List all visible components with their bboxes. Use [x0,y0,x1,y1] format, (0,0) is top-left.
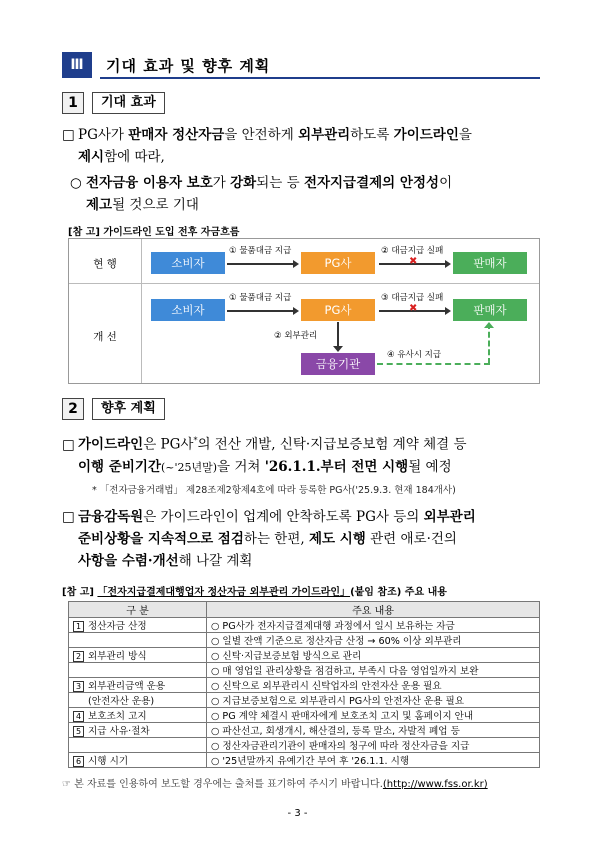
section-underline [100,77,540,79]
reference-label-2: [참 고] 「전자지급결제대행업자 정산자금 외부관리 가이드라인」(붙임 참조) 주요 내용 [62,587,447,598]
fss-link[interactable]: (http://www.fss.or.kr) [382,779,488,790]
arrow-down [337,322,339,348]
subsection-title: 기대 효과 [92,92,165,114]
column-divider [141,239,142,383]
subsection-number: 1 [62,92,84,114]
flow-label: ③ 대금지급 실패 [381,293,444,303]
category-cell: 외부관리 방식 [88,651,147,662]
paragraph-1: □ PG사가 판매자 정산자금을 안전하게 외부관리하도록 가이드라인을 제시함에 따라, [62,127,472,165]
dashed-connector [377,363,490,365]
financial-institution-box: 금융기관 [301,353,375,375]
arrow-right [227,310,297,312]
category-cell: 정산자금 산정 [88,621,147,632]
page-number: - 3 - [287,808,308,819]
category-cell: 시행 시기 [88,756,129,767]
table-row [69,633,540,648]
content-cell: ○ 매 영업일 관리상황을 점검하고, 부족시 다음 영업일까지 보완 [207,663,540,678]
category-cell: 지급 사유·절차 [88,726,150,737]
pg-box: PG사 [301,252,375,274]
table-row [69,753,540,768]
footnote-pg-registration: * 「전자금융거래법」 제28조제2항제4호에 따라 등록한 PG사('25.9.3. 현재 184개사) [92,485,456,496]
content-cell: ○ PG 계약 체결시 판매자에게 보호조치 고지 및 홈페이지 안내 [207,708,540,723]
content-cell: ○ 정산자금관리기관이 판매자의 청구에 따라 정산자금을 지급 [207,738,540,753]
content-cell: ○ 신탁·지급보증보험 방식으로 관리 [207,648,540,663]
dashed-connector [488,323,490,364]
flow-label: ② 대금지급 실패 [381,246,444,256]
table-header: 주요 내용 [207,602,540,618]
subsection-title: 향후 계획 [92,398,165,420]
category-cell: 보호조치 고지 [88,711,147,722]
item-number: 6 [73,756,84,767]
consumer-box: 소비자 [151,299,225,321]
category-cell: 외부관리금액 운용 [88,681,166,692]
table-row [69,618,540,633]
item-number: 1 [73,621,84,632]
flow-label: ① 물품대금 지급 [229,246,292,256]
flow-label: ① 물품대금 지급 [229,293,292,303]
table-row [69,723,540,738]
subsection-number: 2 [62,398,84,420]
paragraph-2: ○ 전자금융 이용자 보호가 강화되는 등 전자지급결제의 안정성이 제고될 것으로 기대 [70,175,453,213]
content-cell: ○ 신탁으로 외부관리시 신탁업자의 안전자산 운용 필요 [207,678,540,693]
seller-box: 판매자 [453,252,527,274]
consumer-box: 소비자 [151,252,225,274]
item-number: 5 [73,726,84,737]
reference-label-1: [참 고] 가이드라인 도입 전후 자금흐름 [68,227,240,238]
row-label-improved: 개 선 [93,331,117,343]
arrow-down-head [333,346,343,352]
fund-flow-diagram [68,238,540,384]
section-header [62,52,540,78]
fail-x-icon: ✖ [409,303,418,314]
table-row [69,663,540,678]
guideline-summary-table [68,601,540,768]
content-cell: ○ 파산선고, 회생개시, 해산결의, 등록 말소, 자발적 폐업 등 [207,723,540,738]
table-row [69,708,540,723]
row-label-current: 현 행 [93,258,117,270]
content-cell: ○ 일별 잔액 기준으로 정산자금 산정 → 60% 이상 외부관리 [207,633,540,648]
table-row [69,693,540,708]
row-divider [69,283,539,284]
item-number: 4 [73,711,84,722]
content-cell: ○ PG사가 전자지급결제대행 과정에서 일시 보유하는 자금 [207,618,540,633]
paragraph-3: □ 가이드라인은 PG사*의 전산 개발, 신탁·지급보증보험 계약 체결 등 이행 준비기간(~'25년말)을 거쳐 '26.1.1.부터 전면 시행될 예정 [62,436,467,475]
table-header: 구 분 [69,602,207,618]
table-row [69,678,540,693]
paragraph-4: □ 금융감독원은 가이드라인이 업계에 안착하도록 PG사 등의 외부관리 준비상황을 지속적으로 점검하는 한편, 제도 시행 관련 애로·건의 사항을 수렴·개선해 나갈 계획 [62,509,476,569]
arrow-right [227,263,297,265]
section-title: 기대 효과 및 향후 계획 [106,57,271,75]
pg-box: PG사 [301,299,375,321]
item-number: 2 [73,651,84,662]
arrow-up-head [484,322,494,328]
flow-label: ④ 유사시 지급 [387,350,442,360]
flow-label: ② 외부관리 [274,331,318,341]
fail-x-icon: ✖ [409,256,418,267]
section-number: Ⅲ [62,52,92,78]
citation-notice: ☞ 본 자료를 인용하여 보도할 경우에는 출처를 표기하여 주시기 바랍니다.(http://www.fss.or.kr) [62,779,488,790]
seller-box: 판매자 [453,299,527,321]
category-cell: (안전자산 운용) [88,696,155,707]
content-cell: ○ 지급보증보험으로 외부관리시 PG사의 안전자산 운용 필요 [207,693,540,708]
table-row [69,738,540,753]
table-row [69,648,540,663]
item-number: 3 [73,681,84,692]
content-cell: ○ '25년말까지 유예기간 부여 후 '26.1.1. 시행 [207,753,540,768]
